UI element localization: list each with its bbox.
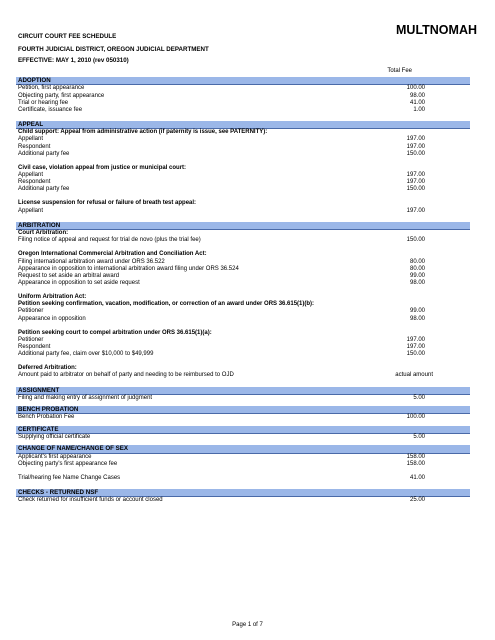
- fee-label: Additional party fee, claim over $10,000 to $49,999: [18, 351, 154, 358]
- fee-label: Objecting party, first appearance: [18, 92, 105, 99]
- fee-label: Appellant: [18, 172, 44, 179]
- fee-label: Applicant's first appearance: [18, 453, 92, 460]
- fee-amount: 197.00: [406, 179, 425, 186]
- fee-amount: 197.00: [406, 143, 425, 150]
- fee-label: Petitioner: [18, 336, 44, 343]
- section-header-assignment: ASSIGNMENT: [16, 387, 470, 395]
- fee-row: [16, 308, 470, 315]
- fee-label: Bench Probation Fee: [18, 414, 75, 421]
- fee-label: Filing notice of appeal and request for trial de novo (plus the trial fee): [18, 237, 201, 244]
- fee-row: [16, 172, 470, 179]
- fee-amount: 197.00: [406, 336, 425, 343]
- fee-amount: 99.00: [409, 308, 425, 315]
- subsection-title: Deferred Arbitration:: [18, 365, 77, 372]
- section-header-checks-returned-nsf: CHECKS - RETURNED NSF: [16, 489, 470, 497]
- fee-amount: 1.00: [413, 106, 425, 113]
- fee-amount: 41.00: [409, 99, 425, 106]
- fee-amount: 197.00: [406, 172, 425, 179]
- fee-amount: 197.00: [406, 136, 425, 143]
- section-header-change-of-name: CHANGE OF NAME/CHANGE OF SEX: [16, 445, 470, 453]
- fee-amount: 100.00: [406, 414, 425, 421]
- fee-amount: 150.00: [406, 186, 425, 193]
- fee-amount: 5.00: [413, 433, 425, 440]
- fee-label: Certificate, issuance fee: [18, 106, 83, 113]
- county-name: MULTNOMAH: [396, 23, 477, 37]
- fee-row: [16, 266, 470, 273]
- fee-row: [16, 372, 470, 379]
- fee-row: [16, 316, 470, 323]
- section-header-arbitration: ARBITRATION: [16, 222, 470, 230]
- fee-amount: 98.00: [409, 315, 425, 322]
- fee-amount: 197.00: [406, 207, 425, 214]
- fee-row: [16, 454, 470, 461]
- fee-row: [16, 179, 470, 186]
- fee-row: [16, 344, 470, 351]
- total-fee-column-header: Total Fee: [387, 68, 412, 74]
- fee-row: [16, 144, 470, 151]
- fee-label: Appellant: [18, 207, 44, 214]
- fee-row: [16, 337, 470, 344]
- fee-row: [16, 208, 470, 215]
- fee-label: Request to set aside an arbitral award: [18, 272, 120, 279]
- fee-row: [16, 151, 470, 158]
- fee-label: Appellant: [18, 136, 44, 143]
- fee-row: [16, 100, 470, 107]
- section-header-appeal: APPEAL: [16, 121, 470, 129]
- fee-label: Supplying official certificate: [18, 433, 91, 440]
- fee-row: [16, 273, 470, 280]
- fee-amount: 197.00: [406, 343, 425, 350]
- fee-row: [16, 414, 470, 421]
- fee-label: Respondent: [18, 143, 51, 150]
- fee-label: Respondent: [18, 179, 51, 186]
- fee-label: Amount paid to arbitrator on behalf of party and needing to be reimbursed to OJD: [18, 372, 234, 379]
- fee-row: [16, 280, 470, 287]
- subsection-title: Petition seeking confirmation, vacation, modification, or correction of an award under ORS 36.615(1)(b):: [18, 301, 315, 308]
- fee-label: Petition, first appearance: [18, 85, 85, 92]
- section-header-adoption: ADOPTION: [16, 77, 470, 85]
- fee-amount: 25.00: [409, 497, 425, 504]
- fee-label: Objecting party's first appearance fee: [18, 460, 118, 467]
- fee-amount: 150.00: [406, 150, 425, 157]
- fee-row: [16, 107, 470, 114]
- fee-label: Additional party fee: [18, 186, 70, 193]
- fee-amount: 158.00: [406, 453, 425, 460]
- fee-label: Additional party fee: [18, 150, 70, 157]
- fee-row: [16, 93, 470, 100]
- fee-amount: 150.00: [406, 237, 425, 244]
- fee-row: [16, 259, 470, 266]
- fee-row: [16, 186, 470, 193]
- schedule-title: CIRCUIT COURT FEE SCHEDULE: [18, 33, 117, 40]
- fee-label: Check returned for insufficient funds or account closed: [18, 497, 163, 504]
- fee-label: Respondent: [18, 343, 51, 350]
- fee-row: [16, 136, 470, 143]
- fee-amount: 100.00: [406, 85, 425, 92]
- page-number: Page 1 of 7: [232, 622, 263, 628]
- fee-label: Filing international arbitration award under ORS 36.522: [18, 258, 165, 265]
- subsection-title: Petition seeking court to compel arbitration under ORS 36.615(1)(a):: [18, 329, 212, 336]
- effective-date: EFFECTIVE: MAY 1, 2010 (rev 050310): [18, 57, 129, 64]
- fee-row: [16, 351, 470, 358]
- fee-row: [16, 395, 470, 402]
- fee-row: [16, 461, 470, 468]
- fee-table: [16, 77, 470, 504]
- subsection-title: Court Arbitration:: [18, 230, 69, 237]
- fee-label: Trial/hearing fee Name Change Cases: [18, 474, 121, 481]
- section-header-bench-probation: BENCH PROBATION: [16, 406, 470, 414]
- subsection-title: Uniform Arbitration Act:: [18, 294, 87, 301]
- fee-label: Filing and making entry of assignment of judgment: [18, 394, 153, 401]
- subsection-title: Civil case, violation appeal from justice or municipal court:: [18, 164, 187, 171]
- fee-amount: 150.00: [406, 351, 425, 358]
- subsection-title: Child support: Appeal from administrative action (if paternity is issue, see PATERNITY):: [18, 129, 268, 136]
- fee-row: [16, 237, 470, 244]
- subsection-title: License suspension for refusal or failure of breath test appeal:: [18, 200, 197, 207]
- fee-amount: 98.00: [409, 92, 425, 99]
- fee-label: Appearance in opposition to international arbitration award filing under ORS 36.524: [18, 265, 239, 272]
- fee-row: [16, 85, 470, 92]
- fee-amount: 99.00: [409, 272, 425, 279]
- fee-amount: 80.00: [409, 258, 425, 265]
- fee-amount: 5.00: [413, 394, 425, 401]
- fee-row: [16, 434, 470, 441]
- fee-label: Appearance in opposition: [18, 315, 86, 322]
- fee-amount: 98.00: [409, 279, 425, 286]
- section-header-certificate: CERTIFICATE: [16, 426, 470, 434]
- district-line: FOURTH JUDICIAL DISTRICT, OREGON JUDICIAL DEPARTMENT: [18, 46, 209, 53]
- fee-label: Appearance in opposition to set aside request: [18, 279, 140, 286]
- fee-row: [16, 475, 470, 482]
- fee-label: Petitioner: [18, 308, 44, 315]
- fee-amount: 158.00: [406, 460, 425, 467]
- fee-amount: actual amount: [395, 372, 433, 379]
- fee-label: Trial or hearing fee: [18, 99, 69, 106]
- subsection-title: Oregon International Commercial Arbitration and Conciliation Act:: [18, 251, 207, 258]
- fee-amount: 80.00: [409, 265, 425, 272]
- fee-row: [16, 497, 470, 504]
- fee-amount: 41.00: [409, 474, 425, 481]
